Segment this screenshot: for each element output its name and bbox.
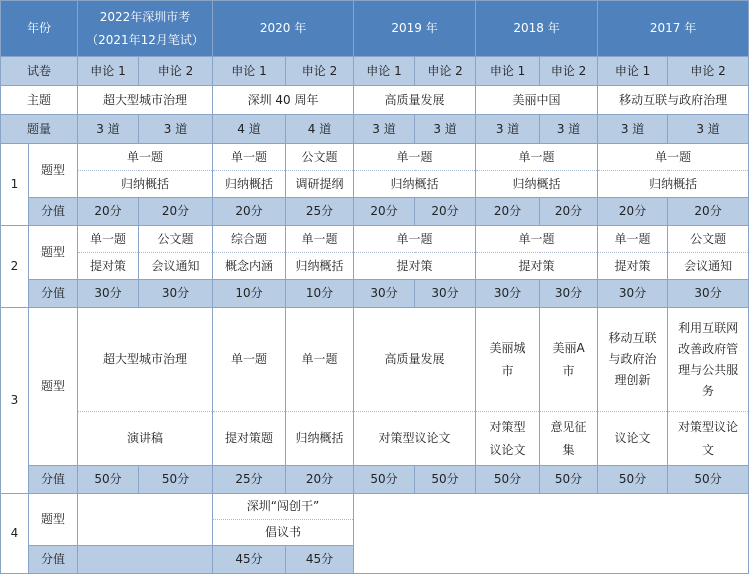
q3-2020-2-type: 单一题 xyxy=(286,308,354,412)
q2-number: 2 xyxy=(1,226,29,308)
q2-2020-2-subtype: 归纳概括 xyxy=(286,253,354,280)
paper-cell: 申论 1 xyxy=(598,57,668,86)
q3-type-label: 题型 xyxy=(29,308,78,466)
q2-score: 10分 xyxy=(213,280,286,308)
q3-2017-2-subtype xyxy=(668,412,749,466)
count-label: 题量 xyxy=(1,115,78,144)
q3-type-row xyxy=(1,308,749,412)
year-2022-title: 2022年深圳市考 xyxy=(99,10,191,25)
paper-cell: 申论 1 xyxy=(354,57,415,86)
q4-2022-score-empty xyxy=(78,546,213,574)
q2-score: 30分 xyxy=(668,280,749,308)
theme-2018: 美丽中国 xyxy=(476,86,598,115)
q1-2018-subtype: 归纳概括 xyxy=(476,171,598,198)
q3-score: 50分 xyxy=(476,466,540,494)
paper-cell: 申论 2 xyxy=(139,57,213,86)
q2-2019-subtype: 提对策 xyxy=(354,253,476,280)
q3-2018-1-subtype-text: 对策型议论文 xyxy=(489,419,526,457)
count-cell: 3 道 xyxy=(598,115,668,144)
q3-2019-type: 高质量发展 xyxy=(354,308,476,412)
q2-2022-1-type: 单一题 xyxy=(78,226,139,253)
count-cell: 3 道 xyxy=(78,115,139,144)
q1-score: 20分 xyxy=(139,198,213,226)
q3-score: 50分 xyxy=(540,466,598,494)
q4-number: 4 xyxy=(1,494,29,574)
theme-row xyxy=(1,86,749,115)
count-cell: 3 道 xyxy=(354,115,415,144)
count-cell: 3 道 xyxy=(476,115,540,144)
theme-label: 主题 xyxy=(1,86,78,115)
q4-2020-type: 深圳“闯创干” xyxy=(213,494,354,520)
q1-2018-type: 单一题 xyxy=(476,144,598,171)
q3-score: 50分 xyxy=(139,466,213,494)
q1-2017-type: 单一题 xyxy=(598,144,749,171)
q4-score: 45分 xyxy=(286,546,354,574)
theme-2020: 深圳 40 周年 xyxy=(213,86,354,115)
q3-2018-1-type-text: 美丽城市 xyxy=(489,340,526,378)
q1-score-row xyxy=(1,198,749,226)
q2-score: 30分 xyxy=(540,280,598,308)
q4-2022-empty xyxy=(78,494,213,546)
q3-2017-2-type-text: 利用互联网改善政府管理与公共服务 xyxy=(678,320,739,398)
q2-type-row xyxy=(1,226,749,253)
q4-score-label: 分值 xyxy=(29,546,78,574)
q2-score: 30分 xyxy=(415,280,476,308)
q1-score: 25分 xyxy=(286,198,354,226)
q1-type-label: 题型 xyxy=(29,144,78,198)
q1-2020-2-subtype: 调研提纲 xyxy=(286,171,354,198)
q1-2020-1-subtype: 归纳概括 xyxy=(213,171,286,198)
q1-score-label: 分值 xyxy=(29,198,78,226)
q3-2020-2-subtype: 归纳概括 xyxy=(286,412,354,466)
q1-score: 20分 xyxy=(668,198,749,226)
q3-2018-2-type xyxy=(540,308,598,412)
q3-2017-2-type xyxy=(668,308,749,412)
q1-score: 20分 xyxy=(415,198,476,226)
count-cell: 3 道 xyxy=(540,115,598,144)
year-2018: 2018 年 xyxy=(476,1,598,57)
q3-2017-1-type xyxy=(598,308,668,412)
paper-cell: 申论 1 xyxy=(78,57,139,86)
q3-2020-1-type: 单一题 xyxy=(213,308,286,412)
q3-2018-2-subtype xyxy=(540,412,598,466)
q2-score: 30分 xyxy=(78,280,139,308)
q1-2017-subtype: 归纳概括 xyxy=(598,171,749,198)
year-2022 xyxy=(78,1,213,57)
q2-score-row xyxy=(1,280,749,308)
count-row xyxy=(1,115,749,144)
q3-score: 50分 xyxy=(668,466,749,494)
q1-2022-type: 单一题 xyxy=(78,144,213,171)
paper-row xyxy=(1,57,749,86)
q4-type-label: 题型 xyxy=(29,494,78,546)
q2-score: 10分 xyxy=(286,280,354,308)
q4-type-row xyxy=(1,494,749,520)
q2-2017-2-subtype: 会议通知 xyxy=(668,253,749,280)
q2-score: 30分 xyxy=(354,280,415,308)
q1-score: 20分 xyxy=(598,198,668,226)
year-2019: 2019 年 xyxy=(354,1,476,57)
q2-subtype-row xyxy=(1,253,749,280)
paper-cell: 申论 2 xyxy=(415,57,476,86)
count-cell: 3 道 xyxy=(415,115,476,144)
q2-2017-2-type: 公文题 xyxy=(668,226,749,253)
q1-number: 1 xyxy=(1,144,29,226)
q2-2020-1-subtype: 概念内涵 xyxy=(213,253,286,280)
q3-score: 20分 xyxy=(286,466,354,494)
q3-score-row xyxy=(1,466,749,494)
q1-score: 20分 xyxy=(78,198,139,226)
year-2020: 2020 年 xyxy=(213,1,354,57)
paper-cell: 申论 2 xyxy=(668,57,749,86)
q1-type-row xyxy=(1,144,749,171)
q3-2019-subtype: 对策型议论文 xyxy=(354,412,476,466)
q1-2020-2-type: 公文题 xyxy=(286,144,354,171)
q2-score: 30分 xyxy=(139,280,213,308)
theme-2019: 高质量发展 xyxy=(354,86,476,115)
q3-score: 50分 xyxy=(354,466,415,494)
count-cell: 4 道 xyxy=(286,115,354,144)
q1-score: 20分 xyxy=(354,198,415,226)
q4-score: 45分 xyxy=(213,546,286,574)
q3-2018-2-subtype-text: 意见征集 xyxy=(550,419,587,457)
q2-2022-2-type: 公文题 xyxy=(139,226,213,253)
q2-2022-1-subtype: 提对策 xyxy=(78,253,139,280)
q1-2020-1-type: 单一题 xyxy=(213,144,286,171)
year-2022-subtitle: （2021年12月笔试） xyxy=(86,32,204,47)
q2-type-label: 题型 xyxy=(29,226,78,280)
year-label: 年份 xyxy=(1,1,78,57)
q3-2018-2-type-text: 美丽A市 xyxy=(552,340,585,378)
paper-cell: 申论 1 xyxy=(476,57,540,86)
q2-2020-2-type: 单一题 xyxy=(286,226,354,253)
q3-score: 50分 xyxy=(78,466,139,494)
q2-2017-1-subtype: 提对策 xyxy=(598,253,668,280)
paper-cell: 申论 2 xyxy=(540,57,598,86)
q3-2017-2-subtype-text: 对策型议论文 xyxy=(678,419,739,457)
q2-2018-subtype: 提对策 xyxy=(476,253,598,280)
theme-2017: 移动互联与政府治理 xyxy=(598,86,749,115)
paper-cell: 申论 1 xyxy=(213,57,286,86)
theme-2022: 超大型城市治理 xyxy=(78,86,213,115)
q2-score: 30分 xyxy=(598,280,668,308)
count-cell: 3 道 xyxy=(139,115,213,144)
year-header-row xyxy=(1,1,749,57)
q2-2018-type: 单一题 xyxy=(476,226,598,253)
q1-score: 20分 xyxy=(476,198,540,226)
q3-score: 50分 xyxy=(598,466,668,494)
paper-label: 试卷 xyxy=(1,57,78,86)
q3-2022-type: 超大型城市治理 xyxy=(78,308,213,412)
q1-2019-subtype: 归纳概括 xyxy=(354,171,476,198)
q2-2019-type: 单一题 xyxy=(354,226,476,253)
count-cell: 3 道 xyxy=(668,115,749,144)
q3-2017-1-type-text: 移动互联与政府治理创新 xyxy=(608,331,657,387)
q3-2018-1-type xyxy=(476,308,540,412)
q1-2022-subtype: 归纳概括 xyxy=(78,171,213,198)
q4-2020-subtype: 倡议书 xyxy=(213,520,354,546)
q1-score: 20分 xyxy=(213,198,286,226)
q2-2022-2-subtype: 会议通知 xyxy=(139,253,213,280)
q3-score: 25分 xyxy=(213,466,286,494)
q3-2017-1-subtype: 议论文 xyxy=(598,412,668,466)
q3-score: 50分 xyxy=(415,466,476,494)
q1-score: 20分 xyxy=(540,198,598,226)
q3-score-label: 分值 xyxy=(29,466,78,494)
q2-2017-1-type: 单一题 xyxy=(598,226,668,253)
q3-2018-1-subtype xyxy=(476,412,540,466)
q1-subtype-row xyxy=(1,171,749,198)
year-2017: 2017 年 xyxy=(598,1,749,57)
q1-2019-type: 单一题 xyxy=(354,144,476,171)
q3-number: 3 xyxy=(1,308,29,494)
q4-empty-area xyxy=(354,494,749,574)
paper-cell: 申论 2 xyxy=(286,57,354,86)
q3-2020-1-subtype: 提对策题 xyxy=(213,412,286,466)
q3-subtype-row xyxy=(1,412,749,466)
q2-2020-1-type: 综合题 xyxy=(213,226,286,253)
q3-2022-subtype: 演讲稿 xyxy=(78,412,213,466)
q2-score-label: 分值 xyxy=(29,280,78,308)
count-cell: 4 道 xyxy=(213,115,286,144)
q2-score: 30分 xyxy=(476,280,540,308)
